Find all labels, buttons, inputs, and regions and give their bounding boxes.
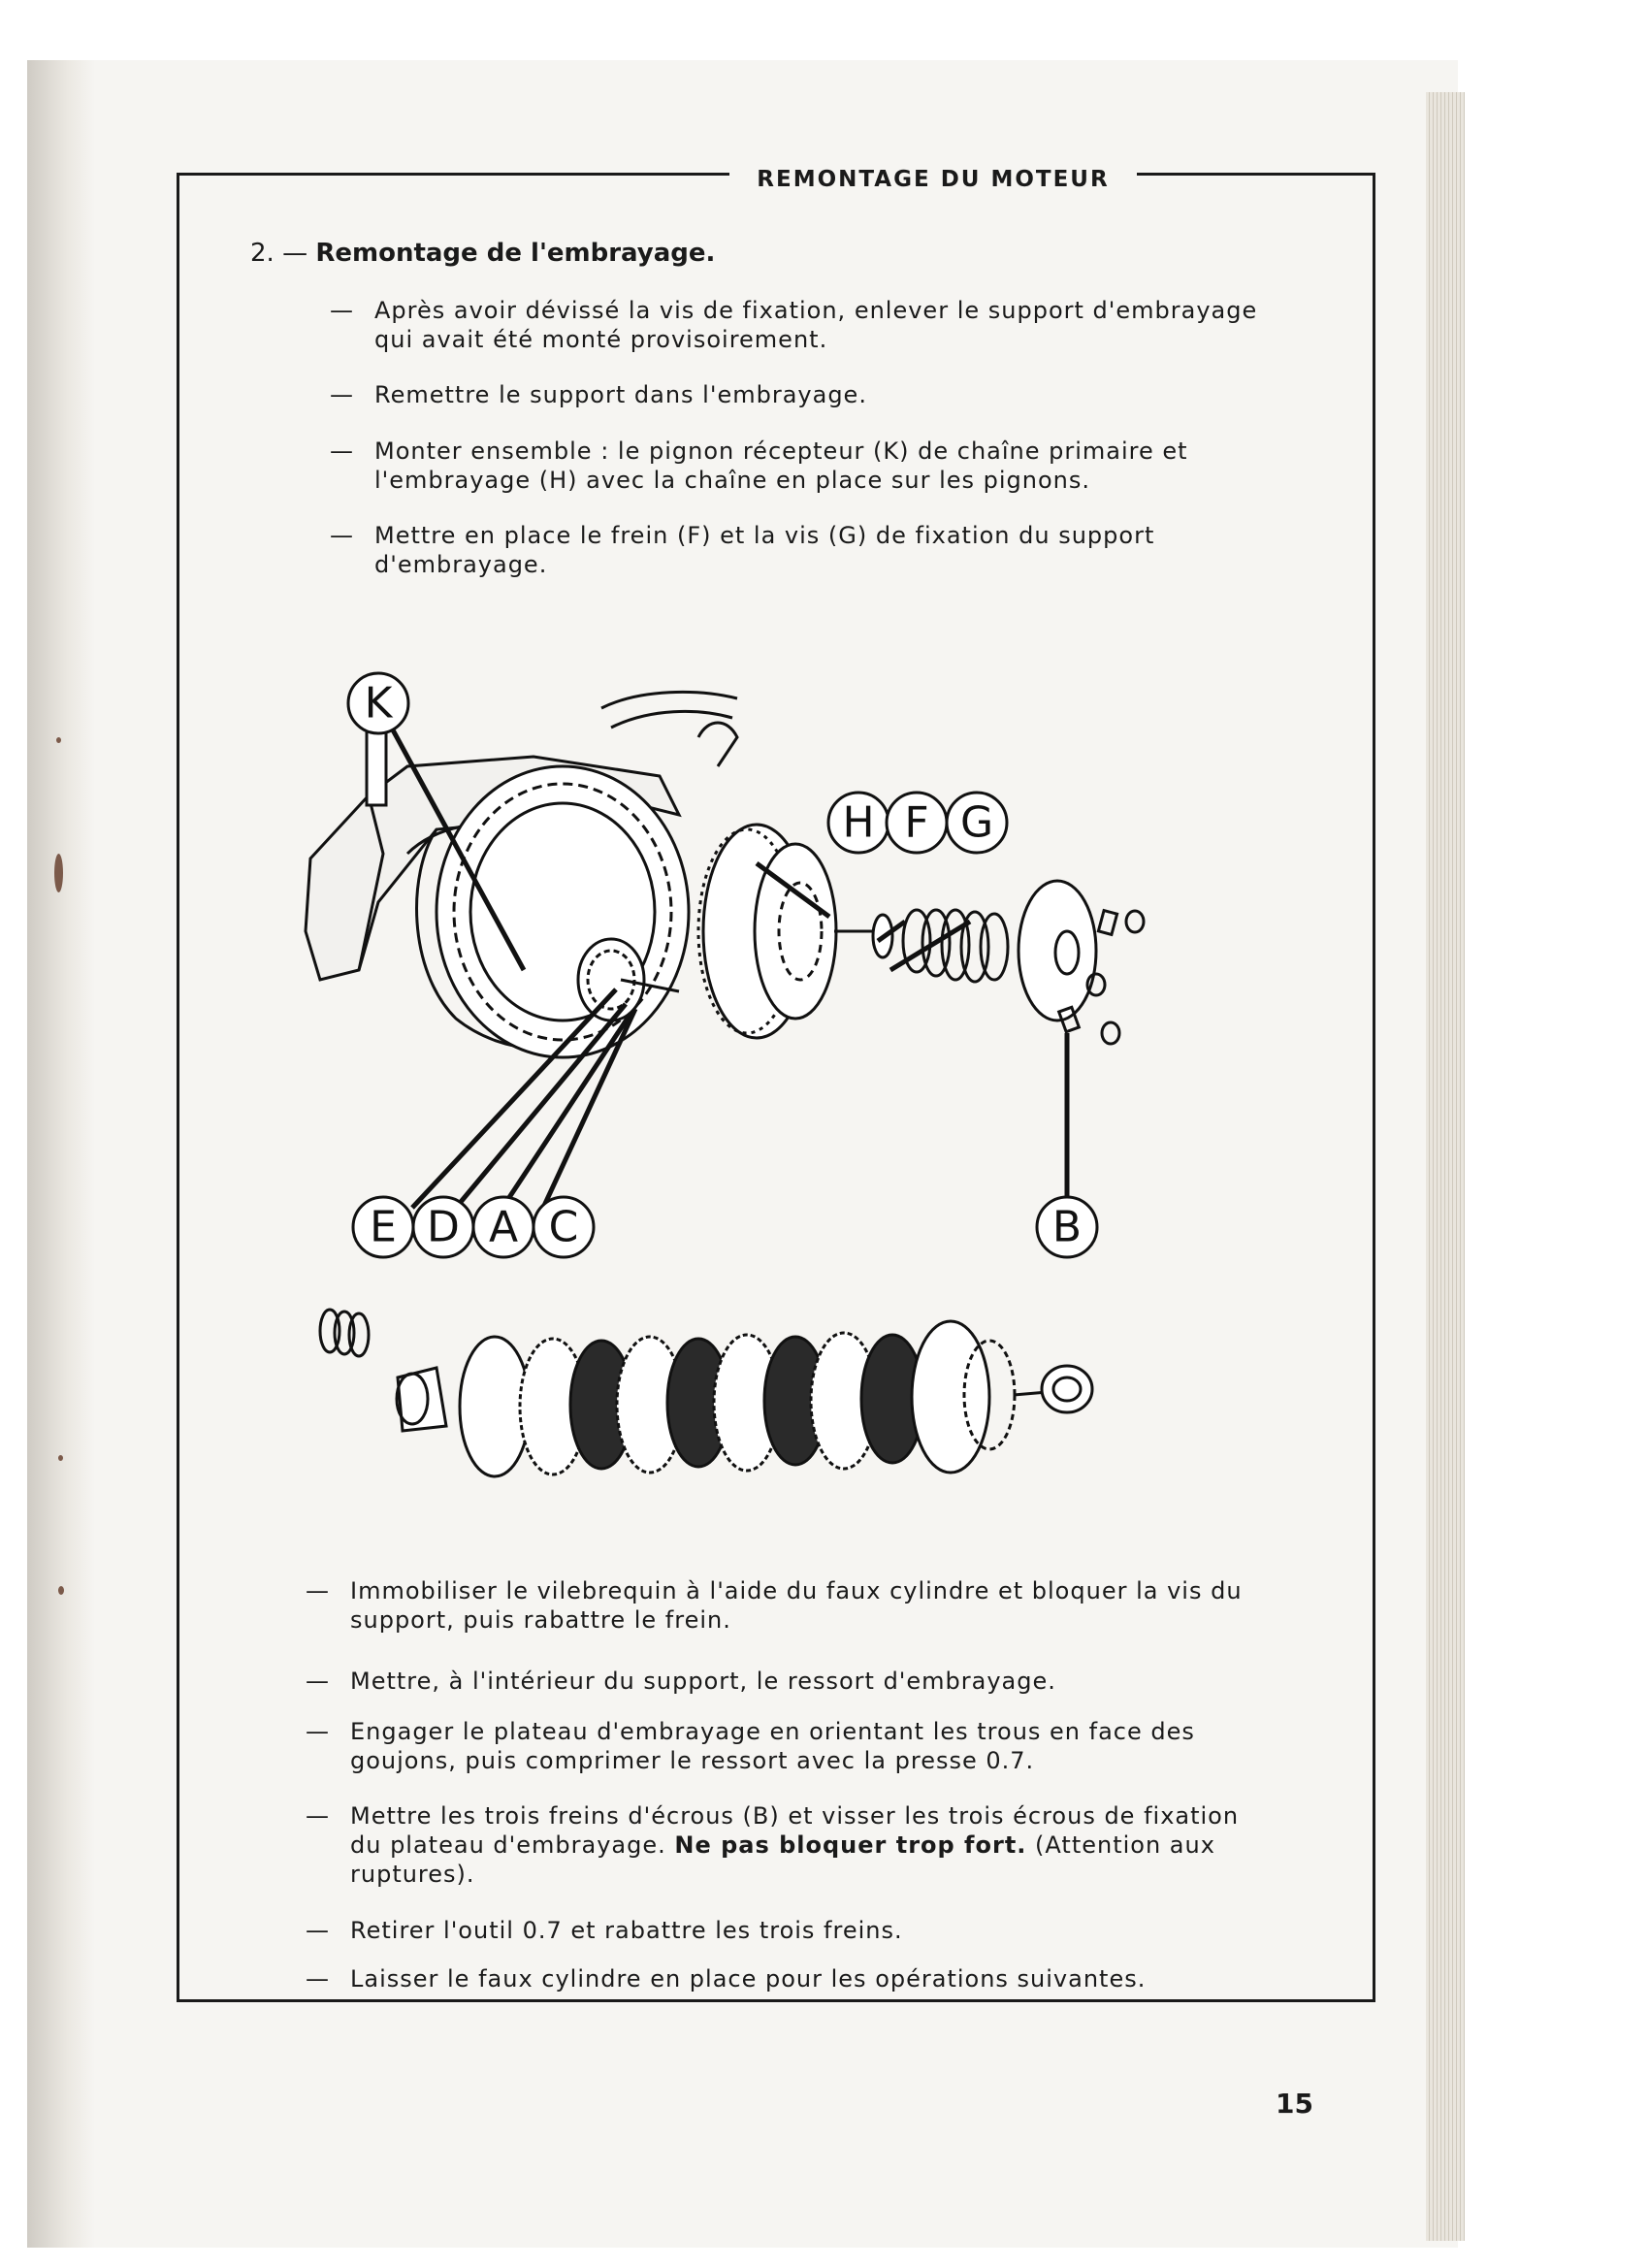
stain-mark — [58, 1586, 64, 1595]
section-title: Remontage de l'embrayage. — [315, 239, 716, 268]
callout-H-text: H — [842, 797, 875, 848]
step-item — [330, 380, 1300, 409]
step-dash: — — [306, 1802, 330, 1830]
step-text: Immobiliser le vilebrequin à l'aide du faux cylindre et bloquer la vis du support, puis rabattre le frein. — [350, 1577, 1243, 1634]
callout-D-text: D — [427, 1202, 460, 1252]
stain-mark — [54, 854, 63, 892]
step-dash: — — [306, 1965, 330, 1993]
spring-washer-assembly — [834, 881, 1144, 1044]
callout-G — [947, 793, 1007, 853]
callout-E — [353, 1197, 413, 1257]
book-binding-shadow — [27, 60, 95, 2248]
section-number: 2. — — [250, 239, 308, 268]
step-text: Retirer l'outil 0.7 et rabattre les trois freins. — [350, 1917, 903, 1944]
callout-A-text: A — [488, 1202, 519, 1252]
clutch-plate-stack-illustration — [291, 1280, 1212, 1494]
step-text: Mettre en place le frein (F) et la vis (G) de fixation du support d'embrayage. — [374, 522, 1155, 578]
clutch-drum — [698, 825, 836, 1038]
step-text: Mettre les trois freins d'écrous (B) et visser les trois écrous de fixation du plateau d'embrayage. — [350, 1802, 1240, 1859]
step-text: Engager le plateau d'embrayage en orientant les trous en face des goujons, puis comprimer le ressort avec la presse 0.7. — [350, 1718, 1195, 1774]
header-title: REMONTAGE DU MOTEUR — [729, 165, 1137, 194]
page-number: 15 — [1276, 2088, 1313, 2120]
callout-E-text: E — [370, 1202, 397, 1252]
callout-K-text: K — [364, 678, 393, 729]
callout-H — [828, 793, 889, 853]
section-heading — [250, 237, 715, 270]
page-edges — [1426, 92, 1465, 2241]
step-item — [306, 1576, 1276, 1635]
step-text: Monter ensemble : le pignon récepteur (K) de chaîne primaire et l'embrayage (H) avec la chaîne en place sur les pignons. — [374, 437, 1188, 494]
step-text: (Attention aux ruptures). — [350, 1831, 1215, 1888]
step-dash: — — [330, 381, 354, 408]
clutch-exploded-diagram — [291, 650, 1212, 1280]
step-text: Remettre le support dans l'embrayage. — [374, 381, 867, 408]
page-header — [177, 165, 1375, 194]
step-dash: — — [330, 437, 354, 465]
step-item — [306, 1801, 1276, 1889]
step-text: Après avoir dévissé la vis de fixation, enlever le support d'embrayage qui avait été monté provisoirement. — [374, 297, 1258, 353]
callout-B — [1037, 1197, 1097, 1257]
step-item — [306, 1916, 1276, 1945]
callout-D — [413, 1197, 473, 1257]
stain-mark — [56, 737, 61, 743]
step-dash: — — [306, 1718, 330, 1745]
step-dash: — — [306, 1917, 330, 1944]
step-item — [330, 437, 1300, 495]
callout-G-text: G — [959, 797, 994, 848]
step-text: Laisser le faux cylindre en place pour les opérations suivantes. — [350, 1965, 1147, 1993]
callout-B-text: B — [1051, 1202, 1083, 1252]
primary-chain-sprocket — [436, 766, 689, 1057]
step-item — [306, 1717, 1276, 1775]
step-text: Mettre, à l'intérieur du support, le ressort d'embrayage. — [350, 1668, 1056, 1695]
step-item — [330, 296, 1300, 354]
step-item — [306, 1964, 1276, 1993]
stain-mark — [58, 1455, 63, 1461]
callout-F-text: F — [904, 797, 929, 848]
step-item — [330, 521, 1300, 579]
step-text-emphasis: Ne pas bloquer trop fort. — [674, 1831, 1027, 1859]
callout-C — [534, 1197, 594, 1257]
step-dash: — — [306, 1577, 330, 1604]
step-dash: — — [330, 522, 354, 549]
callout-K — [348, 673, 408, 733]
step-dash: — — [330, 297, 354, 324]
callout-F — [887, 793, 947, 853]
callout-A — [473, 1197, 534, 1257]
step-item — [306, 1667, 1276, 1696]
callout-C-text: C — [548, 1202, 579, 1252]
step-dash: — — [306, 1668, 330, 1695]
